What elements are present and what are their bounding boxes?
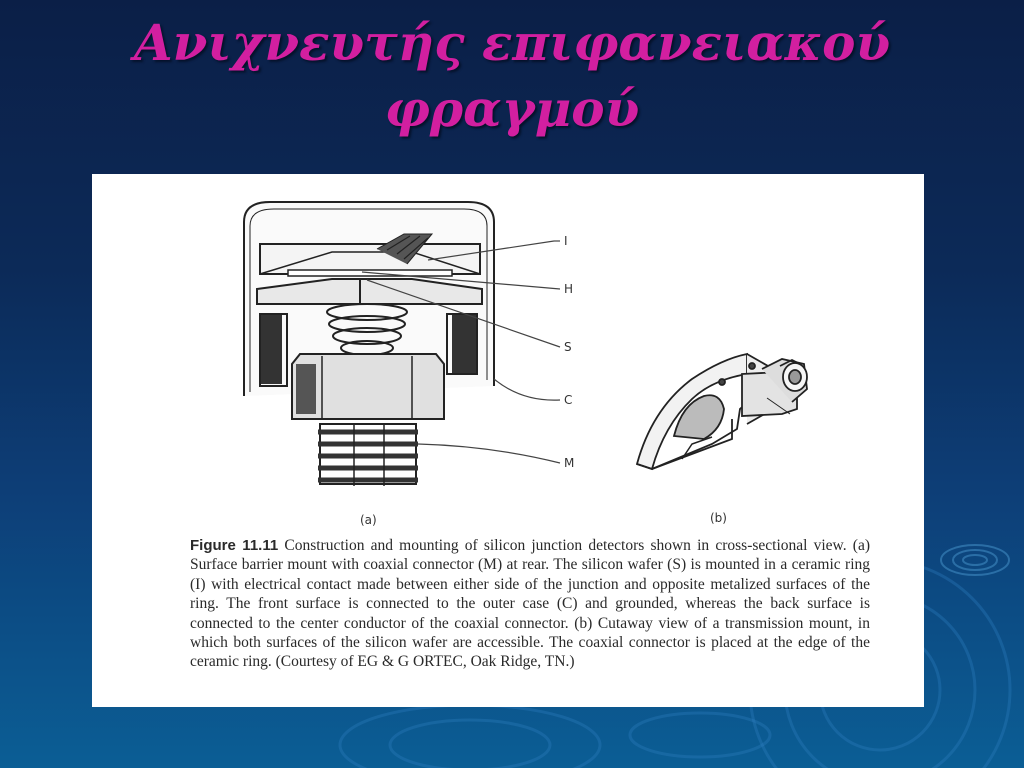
figure-image <box>92 174 924 707</box>
label-H: H <box>564 282 574 296</box>
subfigure-b-label: (b) <box>710 511 727 525</box>
figure-caption-text: Construction and mounting of silicon junction detectors shown in cross-sectional view. (a) Surface barrier mount with coaxial connector (M) at rear. The silicon wafer (S) is mounted in a ceramic ring (I) with electrical contact made between either side of the junction and opposite metalized surfaces of the ring. The front surface is connected to the outer case (C) and grounded, whereas the back surface is connected to the center conductor of the coaxial connector. (b) Cutaway view of a transmission mount, in which both surfaces of the silicon wafer are accessible. The coaxial connector is placed at the edge of the ceramic ring. (Courtesy of EG & G ORTEC, Oak Ridge, TN.) <box>190 537 870 671</box>
label-C: C <box>564 393 573 407</box>
slide-title-line1: Ανιχνευτής επιφανειακού <box>133 13 891 72</box>
label-I: I <box>564 234 568 248</box>
slide-title <box>0 10 1024 142</box>
surface-barrier-mount-drawing <box>244 202 494 486</box>
label-S: S <box>564 340 572 354</box>
slide-title-line2: φραγμού <box>384 79 640 138</box>
label-M: M <box>564 456 575 470</box>
subfigure-a-label: (a) <box>360 513 377 527</box>
figure-number: Figure 11.11 <box>190 537 279 554</box>
transmission-mount-drawing <box>637 354 807 469</box>
figure-caption <box>190 536 870 672</box>
